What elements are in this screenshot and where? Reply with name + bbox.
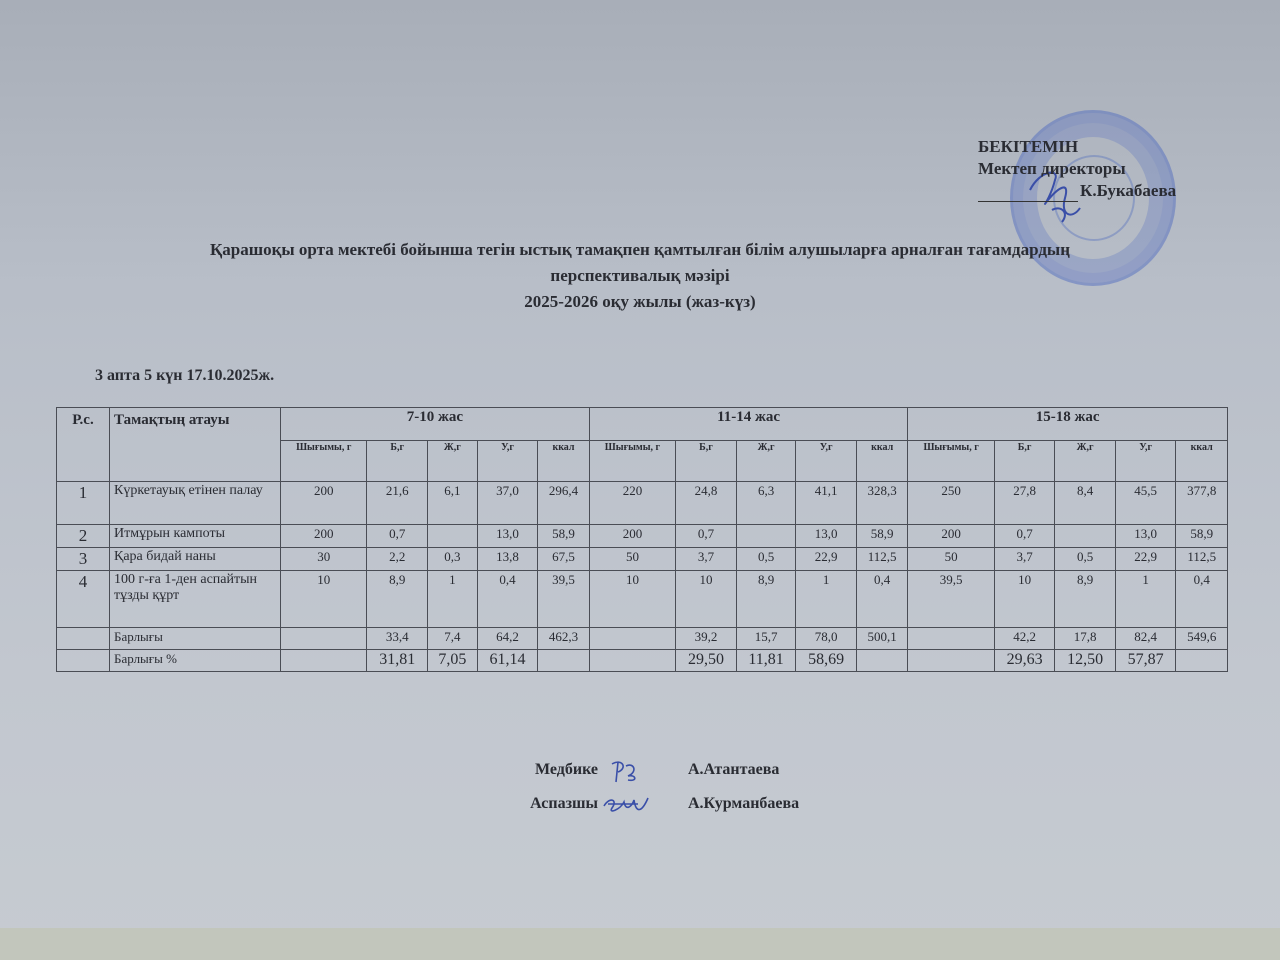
total-percent-row [57,650,1228,672]
table-row [57,548,1228,571]
total-value: 7,4 [428,628,478,650]
header-number: Р.с. [57,408,110,482]
total-value: 15,7 [736,628,796,650]
total-value: 462,3 [538,628,589,650]
cell-value: 10 [589,571,675,628]
cell-value: 0,7 [994,525,1055,548]
header-age-group: 11-14 жас [589,408,908,441]
total-value: 33,4 [367,628,428,650]
subheader-carbs: У,г [1115,441,1176,482]
total-value: 57,87 [1115,650,1176,672]
cell-value: 2,2 [367,548,428,571]
row-number: 2 [57,525,110,548]
cell-value: 8,9 [1055,571,1116,628]
cell-value [736,525,796,548]
total-row [57,628,1228,650]
subheader-yield: Шығымы, г [908,441,994,482]
total-value: 31,81 [367,650,428,672]
total-value: 500,1 [856,628,907,650]
table-row [57,525,1228,548]
cell-value: 1 [428,571,478,628]
total-value [589,628,675,650]
header-age-group: 7-10 жас [281,408,590,441]
cell-value: 13,0 [796,525,857,548]
cell-value: 13,0 [1115,525,1176,548]
cell-value: 45,5 [1115,482,1176,525]
dish-name: Күркетауық етінен палау [110,482,281,525]
dish-name: 100 г-ға 1-ден аспайтын тұзды құрт [110,571,281,628]
cell-value: 22,9 [796,548,857,571]
cell-value: 67,5 [538,548,589,571]
signer-name: А.Атантаева [688,761,780,778]
total-value: 42,2 [994,628,1055,650]
cell-value: 10 [994,571,1055,628]
cell-value: 112,5 [856,548,907,571]
cell-value: 220 [589,482,675,525]
header-age-group: 15-18 жас [908,408,1228,441]
signer-name: А.Курманбаева [688,795,800,812]
cell-value: 6,1 [428,482,478,525]
document-title-line3: 2025-2026 оқу жылы (жаз-күз) [524,292,756,311]
cell-value: 0,4 [856,571,907,628]
signer-role: Медбике [534,761,598,778]
cell-value: 22,9 [1115,548,1176,571]
cell-value: 50 [589,548,675,571]
document-title-line1: Қарашоқы орта мектебі бойынша тегін ыстық тамақпен қамтылған білім алушыларға арналған тағамдардың [209,240,1071,259]
subheader-protein: Б,г [676,441,737,482]
cell-value: 50 [908,548,994,571]
nurse-signature-icon [598,758,658,784]
cell-value: 112,5 [1176,548,1228,571]
cell-value: 6,3 [736,482,796,525]
total-label: Барлығы [110,628,281,650]
cell-value: 377,8 [1176,482,1228,525]
approval-heading: БЕКІТЕМІН [978,137,1079,156]
subheader-yield: Шығымы, г [281,441,367,482]
cell-value: 296,4 [538,482,589,525]
cell-value: 3,7 [676,548,737,571]
cell-value: 0,3 [428,548,478,571]
table-row [57,571,1228,628]
row-number: 3 [57,548,110,571]
cell-value: 10 [676,571,737,628]
total-value [589,650,675,672]
approval-director-name: К.Букабаева [1080,181,1177,200]
subheader-kcal: ккал [538,441,589,482]
total-value: 11,81 [736,650,796,672]
cell-value: 58,9 [538,525,589,548]
total-value: 78,0 [796,628,857,650]
cell-value: 0,4 [1176,571,1228,628]
cell-value: 328,3 [856,482,907,525]
cell-value: 41,1 [796,482,857,525]
dish-name: Қара бидай наны [110,548,281,571]
cell-value: 10 [281,571,367,628]
menu-table [56,407,1228,672]
cell-value: 200 [589,525,675,548]
cell-value [428,525,478,548]
total-value: 61,14 [477,650,538,672]
total-value: 7,05 [428,650,478,672]
cell-value: 13,0 [477,525,538,548]
cell-value: 27,8 [994,482,1055,525]
cell-value: 0,7 [676,525,737,548]
total-value: 29,50 [676,650,737,672]
cell-value: 0,4 [477,571,538,628]
total-value: 29,63 [994,650,1055,672]
cell-value: 24,8 [676,482,737,525]
total-value: 39,2 [676,628,737,650]
day-label: 3 апта 5 күн 17.10.2025ж. [95,367,275,384]
total-value: 64,2 [477,628,538,650]
cell-value: 39,5 [538,571,589,628]
table-row [57,482,1228,525]
row-number: 1 [57,482,110,525]
subheader-yield: Шығымы, г [589,441,675,482]
subheader-carbs: У,г [796,441,857,482]
cell-value: 200 [908,525,994,548]
total-value: 82,4 [1115,628,1176,650]
subheader-fat: Ж,г [428,441,478,482]
total-value [1176,650,1228,672]
total-value: 549,6 [1176,628,1228,650]
cell-value: 0,7 [367,525,428,548]
subheader-kcal: ккал [856,441,907,482]
cell-value [1055,525,1116,548]
cell-value: 200 [281,482,367,525]
total-value: 12,50 [1055,650,1116,672]
cell-value: 8,9 [736,571,796,628]
cell-value: 30 [281,548,367,571]
subheader-protein: Б,г [367,441,428,482]
subheader-carbs: У,г [477,441,538,482]
cell-value: 1 [1115,571,1176,628]
subheader-kcal: ккал [1176,441,1228,482]
signature-line [978,183,1078,202]
cell-value: 0,5 [1055,548,1116,571]
signer-role: Аспазшы [530,795,598,812]
cell-value: 0,5 [736,548,796,571]
approval-block [978,136,1176,202]
dish-name: Итмұрын кампоты [110,525,281,548]
total-value [908,650,994,672]
cell-value: 58,9 [856,525,907,548]
row-number: 4 [57,571,110,628]
cell-value: 13,8 [477,548,538,571]
cook-signature-icon [598,792,658,818]
cell-value: 3,7 [994,548,1055,571]
cell-value: 21,6 [367,482,428,525]
cell-value: 37,0 [477,482,538,525]
cell-value: 250 [908,482,994,525]
total-value: 58,69 [796,650,857,672]
total-value [908,628,994,650]
document-title-line2: перспективалық мәзірі [550,266,730,285]
cell-value: 39,5 [908,571,994,628]
total-value: 17,8 [1055,628,1116,650]
header-dish-name: Тамақтың атауы [110,408,281,482]
subheader-fat: Ж,г [1055,441,1116,482]
total-label: Барлығы % [110,650,281,672]
cell-value: 8,4 [1055,482,1116,525]
cell-value: 200 [281,525,367,548]
total-value [281,650,367,672]
total-value [856,650,907,672]
signers-block [508,758,799,826]
cell-value: 1 [796,571,857,628]
background-surface [0,928,1280,960]
cell-value: 58,9 [1176,525,1228,548]
total-value [538,650,589,672]
approval-position: Мектеп директоры [978,159,1126,178]
subheader-protein: Б,г [994,441,1055,482]
total-value [281,628,367,650]
cell-value: 8,9 [367,571,428,628]
subheader-fat: Ж,г [736,441,796,482]
